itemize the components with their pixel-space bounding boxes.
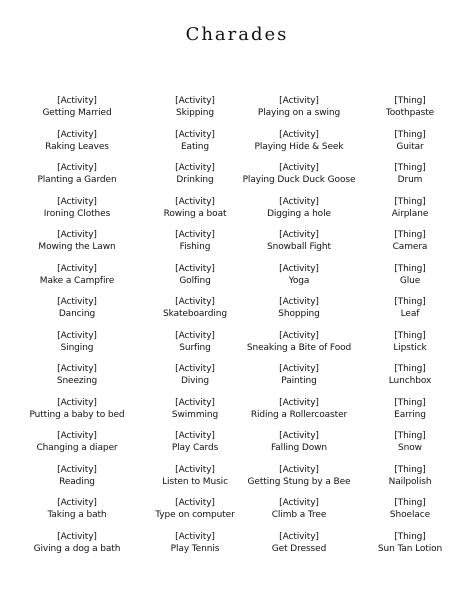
card-category: [Activity] xyxy=(175,96,215,106)
card-phrase: Skateboarding xyxy=(163,309,227,319)
card-category: [Activity] xyxy=(175,297,215,307)
card-category: [Activity] xyxy=(175,397,215,408)
card-category: [Activity] xyxy=(279,196,319,207)
column-4 xyxy=(358,96,462,565)
charade-card xyxy=(138,197,252,231)
card-phrase: Earring xyxy=(394,409,426,420)
card-category: [Activity] xyxy=(279,431,319,441)
card-category: [Activity] xyxy=(175,196,215,207)
card-category: [Activity] xyxy=(175,531,215,542)
card-phrase: Raking Leaves xyxy=(45,141,109,152)
charade-card xyxy=(16,431,138,465)
card-phrase: Climb a Tree xyxy=(271,510,327,520)
charade-card xyxy=(240,465,358,499)
card-category: [Activity] xyxy=(57,297,97,307)
charade-card xyxy=(138,364,252,398)
charade-card xyxy=(358,364,462,398)
charade-card xyxy=(240,230,358,264)
card-category: [Activity] xyxy=(175,129,215,140)
card-category: [Thing] xyxy=(394,431,426,441)
card-category: [Activity] xyxy=(57,498,97,508)
card-phrase: Snow xyxy=(398,443,422,453)
charade-card xyxy=(16,465,138,499)
charade-card xyxy=(16,498,138,532)
charade-card xyxy=(16,331,138,365)
card-phrase: Drum xyxy=(397,175,423,185)
charade-card xyxy=(358,197,462,231)
charade-card xyxy=(16,364,138,398)
card-phrase: Listen to Music xyxy=(162,476,228,487)
card-category: [Activity] xyxy=(175,464,215,475)
card-category: [Activity] xyxy=(279,531,319,542)
card-phrase: Getting Stung by a Bee xyxy=(247,476,351,487)
charade-card xyxy=(16,230,138,264)
card-category: [Activity] xyxy=(175,163,215,173)
charade-card xyxy=(138,130,252,164)
card-phrase: Falling Down xyxy=(271,443,327,453)
card-category: [Thing] xyxy=(394,163,426,173)
card-category: [Activity] xyxy=(175,364,215,374)
card-phrase: Lunchbox xyxy=(388,376,432,386)
charade-card xyxy=(358,264,462,298)
card-category: [Activity] xyxy=(57,129,97,140)
charade-card xyxy=(240,431,358,465)
card-category: [Thing] xyxy=(394,196,426,207)
charade-card xyxy=(16,197,138,231)
column-1 xyxy=(16,96,138,565)
card-phrase: Get Dressed xyxy=(271,543,327,554)
card-phrase: Nailpolish xyxy=(388,476,432,487)
card-category: [Activity] xyxy=(57,196,97,207)
card-phrase: Playing Hide & Seek xyxy=(254,141,344,152)
card-phrase: Digging a hole xyxy=(267,208,331,219)
card-category: [Activity] xyxy=(279,96,319,106)
card-phrase: Airplane xyxy=(391,208,429,219)
column-3 xyxy=(240,96,358,565)
charade-card xyxy=(358,130,462,164)
card-phrase: Golfing xyxy=(179,275,211,286)
charade-card xyxy=(240,297,358,331)
card-category: [Activity] xyxy=(57,230,97,240)
card-category: [Thing] xyxy=(394,297,426,307)
card-phrase: Lipstick xyxy=(393,342,427,353)
charade-card xyxy=(358,331,462,365)
charade-card xyxy=(16,532,138,566)
charade-card xyxy=(138,465,252,499)
card-phrase: Playing on a swing xyxy=(257,108,341,118)
card-category: [Activity] xyxy=(57,464,97,475)
card-phrase: Fishing xyxy=(179,242,211,252)
charade-card xyxy=(240,264,358,298)
card-category: [Activity] xyxy=(175,230,215,240)
card-category: [Thing] xyxy=(394,129,426,140)
card-category: [Thing] xyxy=(394,531,426,542)
card-category: [Thing] xyxy=(394,364,426,374)
card-phrase: Yoga xyxy=(288,275,310,286)
card-phrase: Snowball Fight xyxy=(267,242,331,252)
card-phrase: Dancing xyxy=(58,309,96,319)
charade-card xyxy=(240,130,358,164)
card-phrase: Planting a Garden xyxy=(37,175,117,185)
card-phrase: Shoelace xyxy=(389,510,431,520)
charade-card xyxy=(358,498,462,532)
card-phrase: Riding a Rollercoaster xyxy=(250,409,348,420)
card-category: [Activity] xyxy=(279,330,319,341)
card-phrase: Play Cards xyxy=(171,443,219,453)
card-category: [Activity] xyxy=(175,330,215,341)
charade-card xyxy=(240,532,358,566)
charade-card xyxy=(16,398,138,432)
card-phrase: Sneezing xyxy=(56,376,98,386)
card-category: [Activity] xyxy=(279,498,319,508)
card-category: [Activity] xyxy=(175,498,215,508)
card-phrase: Playing Duck Duck Goose xyxy=(242,175,356,185)
page-title: Charades xyxy=(185,24,289,45)
card-phrase: Putting a baby to bed xyxy=(29,409,125,420)
card-category: [Activity] xyxy=(57,163,97,173)
card-phrase: Changing a diaper xyxy=(36,443,118,453)
card-category: [Activity] xyxy=(57,431,97,441)
card-phrase: Painting xyxy=(281,376,317,386)
charade-card xyxy=(358,431,462,465)
card-phrase: Reading xyxy=(59,476,95,487)
card-category: [Activity] xyxy=(279,230,319,240)
card-phrase: Type on computer xyxy=(155,510,235,520)
card-phrase: Sun Tan Lotion xyxy=(377,543,443,554)
card-phrase: Taking a bath xyxy=(47,510,107,520)
card-phrase: Skipping xyxy=(176,108,214,118)
card-category: [Activity] xyxy=(279,129,319,140)
charade-card xyxy=(358,230,462,264)
charade-card xyxy=(358,532,462,566)
card-category: [Activity] xyxy=(279,163,319,173)
charade-card xyxy=(358,398,462,432)
card-phrase: Drinking xyxy=(176,175,214,185)
charade-card xyxy=(16,163,138,197)
charade-card xyxy=(240,498,358,532)
card-phrase: Giving a dog a bath xyxy=(33,543,121,554)
card-category: [Activity] xyxy=(57,263,97,274)
card-phrase: Eating xyxy=(180,141,210,152)
charade-card xyxy=(240,398,358,432)
card-phrase: Camera xyxy=(392,242,428,252)
charade-card xyxy=(358,96,462,130)
card-category: [Thing] xyxy=(394,330,426,341)
charade-card xyxy=(240,163,358,197)
card-category: [Activity] xyxy=(279,464,319,475)
card-category: [Thing] xyxy=(394,464,426,475)
charade-card xyxy=(16,297,138,331)
charade-card xyxy=(138,431,252,465)
charade-card xyxy=(240,364,358,398)
card-phrase: Singing xyxy=(60,342,94,353)
card-category: [Activity] xyxy=(57,364,97,374)
card-phrase: Getting Married xyxy=(42,108,112,118)
card-phrase: Rowing a boat xyxy=(163,208,227,219)
charade-card xyxy=(16,264,138,298)
card-phrase: Shopping xyxy=(278,309,320,319)
charade-card xyxy=(138,96,252,130)
card-category: [Thing] xyxy=(394,263,426,274)
card-phrase: Make a Campfire xyxy=(39,275,115,286)
card-category: [Thing] xyxy=(394,397,426,408)
charade-card xyxy=(240,197,358,231)
card-phrase: Mowing the Lawn xyxy=(38,242,116,252)
card-category: [Thing] xyxy=(394,96,426,106)
card-category: [Activity] xyxy=(57,531,97,542)
card-category: [Activity] xyxy=(279,397,319,408)
card-category: [Activity] xyxy=(57,397,97,408)
card-phrase: Swimming xyxy=(171,409,219,420)
charade-card xyxy=(240,96,358,130)
card-phrase: Toothpaste xyxy=(385,108,435,118)
charade-card xyxy=(358,297,462,331)
charade-card xyxy=(358,465,462,499)
column-2 xyxy=(138,96,252,565)
card-category: [Activity] xyxy=(57,330,97,341)
charade-card xyxy=(138,297,252,331)
charade-card xyxy=(138,532,252,566)
charade-card xyxy=(16,130,138,164)
card-phrase: Ironing Clothes xyxy=(43,208,111,219)
card-category: [Activity] xyxy=(57,96,97,106)
charade-card xyxy=(138,398,252,432)
charade-card xyxy=(138,331,252,365)
card-phrase: Glue xyxy=(399,275,421,286)
charade-card xyxy=(138,163,252,197)
charade-card xyxy=(240,331,358,365)
card-category: [Activity] xyxy=(175,431,215,441)
charade-card xyxy=(138,498,252,532)
card-category: [Thing] xyxy=(394,230,426,240)
card-category: [Activity] xyxy=(279,297,319,307)
card-phrase: Guitar xyxy=(396,141,424,152)
card-phrase: Surfing xyxy=(179,342,211,353)
charade-card xyxy=(138,264,252,298)
charade-card xyxy=(138,230,252,264)
card-category: [Thing] xyxy=(394,498,426,508)
card-category: [Activity] xyxy=(279,364,319,374)
card-phrase: Leaf xyxy=(400,309,420,319)
card-category: [Activity] xyxy=(175,263,215,274)
card-phrase: Sneaking a Bite of Food xyxy=(246,342,352,353)
card-phrase: Diving xyxy=(180,376,210,386)
card-phrase: Play Tennis xyxy=(170,543,220,554)
charade-card xyxy=(358,163,462,197)
charade-card xyxy=(16,96,138,130)
card-category: [Activity] xyxy=(279,263,319,274)
